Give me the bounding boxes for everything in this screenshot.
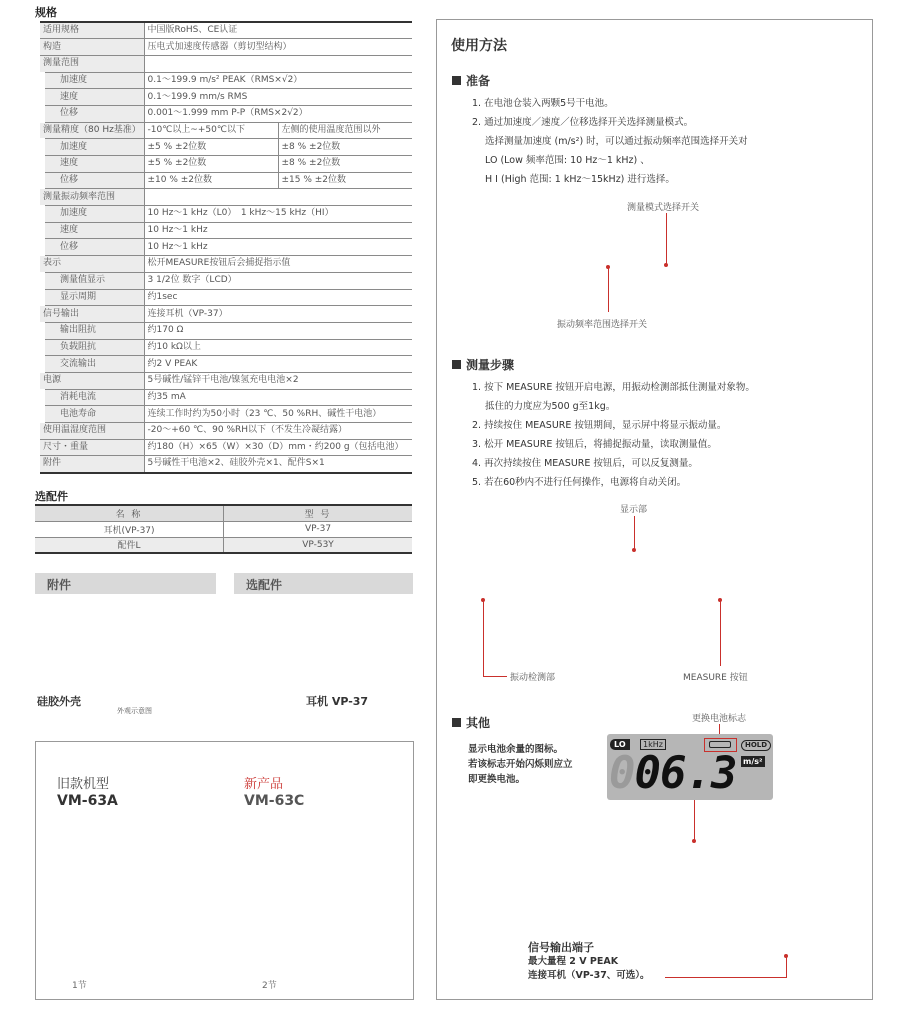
- spec-value: 5号碱性干电池×2、硅胶外壳×1、配件S×1: [144, 456, 412, 473]
- list-item: 1. 按下 MEASURE 按钮开启电源，用振动检测部抵住测量对象物。: [472, 382, 755, 393]
- table-row: [40, 139, 412, 156]
- spec-label: 信号输出: [40, 306, 144, 323]
- list-item: 3. 松开 MEASURE 按钮后，将捕捉振动量，读取测量值。: [472, 439, 717, 450]
- lcd-display: [607, 734, 773, 800]
- measure-callout-line: [720, 600, 721, 666]
- sensor-callout: 振动检测部: [510, 673, 556, 683]
- spec-value-alt: ±8 % ±2位数: [278, 139, 412, 156]
- spec-label: 负载阻抗: [40, 339, 144, 356]
- spec-value-alt: ±15 % ±2位数: [278, 172, 412, 189]
- table-row: [40, 239, 412, 256]
- spec-value: 松开MEASURE按钮后会捕捉指示值: [144, 256, 412, 273]
- spec-label: 电源: [40, 372, 144, 389]
- lcd-unit: m/s²: [743, 757, 763, 766]
- mode-switch-callout: 测量模式选择开关: [627, 203, 700, 213]
- spec-value: 连接耳机（VP-37）: [144, 306, 412, 323]
- sensor-callout-line-h: [483, 676, 507, 677]
- lcd-reading: [609, 750, 736, 798]
- spec-value: 中国版RoHS、CE认证: [144, 22, 412, 39]
- old-model-label: 旧款机型: [57, 777, 110, 792]
- option-name: 耳机(VP-37): [35, 521, 224, 537]
- signal-title: 信号输出端子: [528, 941, 594, 954]
- battery-callout: 更换电池标志: [692, 714, 747, 724]
- spec-value: 约170 Ω: [144, 322, 412, 339]
- lcd-value: 06.3: [634, 748, 737, 799]
- table-row: [40, 439, 412, 456]
- lcd-hold-indicator: HOLD: [741, 740, 771, 751]
- list-item: 4. 再次持续按住 MEASURE 按钮后，可以反复测量。: [472, 458, 698, 469]
- spec-label: 表示: [40, 256, 144, 273]
- spec-value: 10 Hz～1 kHz: [144, 239, 412, 256]
- freq-switch-callout: 振动频率范围选择开关: [557, 320, 648, 330]
- spec-value: 3 1/2位 数字（LCD）: [144, 272, 412, 289]
- spec-label: 适用规格: [40, 22, 144, 39]
- spec-value: 压电式加速度传感器（剪切型结构）: [144, 39, 412, 56]
- measure-button-callout: MEASURE 按钮: [683, 673, 748, 683]
- spec-value: -10℃以上~+50℃以下: [144, 122, 278, 139]
- spec-value: ±5 % ±2位数: [144, 156, 278, 173]
- spec-label: 速度: [40, 222, 144, 239]
- lcd-khz-indicator: 1kHz: [640, 739, 666, 750]
- table-row: [40, 423, 412, 440]
- table-row: [40, 172, 412, 189]
- spec-label: 测量值显示: [40, 272, 144, 289]
- lcd-lo-indicator: LO: [610, 739, 630, 750]
- spec-label: 速度: [40, 89, 144, 106]
- spec-value: 10 Hz～1 kHz: [144, 222, 412, 239]
- display-callout: 显示部: [620, 505, 648, 515]
- spec-table: [35, 21, 412, 474]
- list-item: 5. 若在60秒内不进行任何操作，电源将自动关闭。: [472, 477, 687, 488]
- spec-label: 尺寸・重量: [40, 439, 144, 456]
- list-item: 2. 持续按住 MEASURE 按钮期间，显示屏中将显示振动量。: [472, 420, 727, 431]
- spec-value: ±10 % ±2位数: [144, 172, 278, 189]
- other-text: [468, 742, 573, 787]
- spec-label: 位移: [40, 105, 144, 122]
- spec-label: 加速度: [40, 139, 144, 156]
- usage-title: 使用方法: [451, 38, 507, 54]
- options-header-name: 名 称: [35, 505, 224, 521]
- table-row: [40, 89, 412, 106]
- signal-callout-line-up: [694, 800, 695, 841]
- spec-label: 位移: [40, 172, 144, 189]
- table-row: [40, 189, 412, 206]
- spec-label: 加速度: [40, 206, 144, 223]
- options-header-model: 型 号: [224, 505, 413, 521]
- table-row: [40, 356, 412, 373]
- display-callout-line: [634, 516, 635, 550]
- new-model-label: 新产品: [244, 777, 284, 792]
- new-model: [244, 777, 304, 809]
- table-row: [40, 456, 412, 473]
- spec-title: 规格: [35, 6, 57, 19]
- spec-label: 测量精度（80 Hz基准）: [40, 122, 144, 139]
- spec-value-alt: 左侧的使用温度范围以外: [278, 122, 412, 139]
- spec-label: 使用温湿度范围: [40, 423, 144, 440]
- table-row: [40, 406, 412, 423]
- other-line: 若该标志开始闪烁则应立: [468, 759, 573, 770]
- signal-callout-line-v: [786, 956, 787, 978]
- table-row: [40, 206, 412, 223]
- spec-label: 构造: [40, 39, 144, 56]
- table-row: [40, 289, 412, 306]
- spec-value: [144, 55, 412, 72]
- other-line: 即更换电池。: [468, 774, 526, 785]
- signal-callout-dot: [784, 954, 788, 958]
- spec-value: 连续工作时约为50小时（23 ℃、50 %RH、碱性干电池）: [144, 406, 412, 423]
- spec-value-alt: ±8 % ±2位数: [278, 156, 412, 173]
- square-bullet-icon: [452, 718, 461, 727]
- steps-list: [472, 378, 755, 492]
- option-model: VP-37: [224, 521, 413, 537]
- spec-label: 电池寿命: [40, 406, 144, 423]
- spec-label: 加速度: [40, 72, 144, 89]
- spec-value: 5号碱性/锰锌干电池/镍氢充电电池×2: [144, 372, 412, 389]
- spec-label: 显示周期: [40, 289, 144, 306]
- list-item: H I (High 范围: 1 kHz～15kHz) 进行选择。: [485, 174, 675, 185]
- spec-label: 消耗电流: [40, 389, 144, 406]
- table-row: [40, 272, 412, 289]
- silicone-case-caption: 硅胶外壳: [37, 695, 81, 708]
- spec-value: 0.1～199.9 mm/s RMS: [144, 89, 412, 106]
- spec-label: 附件: [40, 456, 144, 473]
- options-title: 选配件: [35, 490, 68, 503]
- new-battery-count: 2节: [262, 981, 277, 991]
- mode-callout-line: [666, 213, 667, 265]
- spec-value: 0.1～199.9 m/s² PEAK（RMS×√2）: [144, 72, 412, 89]
- signal-callout-line-h: [665, 977, 787, 978]
- spec-label: 位移: [40, 239, 144, 256]
- spec-value: 0.001～1.999 mm P-P（RMS×2√2）: [144, 105, 412, 122]
- prep-title: 准备: [466, 74, 491, 88]
- table-row: [35, 537, 412, 553]
- table-row: [40, 105, 412, 122]
- table-row: [40, 122, 412, 139]
- prep-list: [472, 94, 748, 189]
- list-item: LO (Low 频率范围: 10 Hz～1 kHz) 、: [485, 155, 650, 166]
- spec-label: 测量振动频率范围: [40, 189, 144, 206]
- spec-value: [144, 189, 412, 206]
- accessories-bar: 附件: [35, 573, 216, 594]
- sensor-callout-line: [483, 600, 484, 676]
- old-model: [57, 777, 118, 809]
- square-bullet-icon: [452, 76, 461, 85]
- square-bullet-icon: [452, 360, 461, 369]
- table-row: [40, 55, 412, 72]
- list-item: 2. 通过加速度／速度／位移选择开关选择测量模式。: [472, 117, 694, 128]
- model-comparison-box: [35, 741, 414, 1000]
- signal-callout-dot-top: [692, 839, 696, 843]
- table-row: [40, 339, 412, 356]
- list-item: 选择测量加速度 (m/s²) 时，可以通过振动频率范围选择开关对: [485, 136, 748, 147]
- table-row: [40, 22, 412, 39]
- display-callout-dot: [632, 548, 636, 552]
- option-model: VP-53Y: [224, 537, 413, 553]
- other-heading: [452, 714, 490, 731]
- spec-value: 约180（H）×65（W）×30（D）mm・约200 g（包括电池）: [144, 439, 412, 456]
- spec-label: 交流输出: [40, 356, 144, 373]
- table-row: [40, 306, 412, 323]
- spec-value: 约1sec: [144, 289, 412, 306]
- list-item: 1. 在电池仓装入两颗5号干电池。: [472, 98, 614, 109]
- table-row: [40, 389, 412, 406]
- spec-value: 约35 mA: [144, 389, 412, 406]
- table-row: [40, 372, 412, 389]
- table-row: [40, 256, 412, 273]
- table-row: [40, 39, 412, 56]
- earphone-caption: 耳机 VP-37: [306, 695, 369, 708]
- steps-title: 测量步骤: [466, 358, 515, 372]
- new-model-name: VM-63C: [244, 793, 305, 809]
- options-bar: 选配件: [234, 573, 413, 594]
- spec-label: 速度: [40, 156, 144, 173]
- other-title: 其他: [466, 716, 491, 730]
- old-battery-count: 1节: [72, 981, 87, 991]
- spec-value: ±5 % ±2位数: [144, 139, 278, 156]
- table-row: [35, 521, 412, 537]
- exterior-note: 外观示意图: [117, 707, 152, 715]
- steps-heading: [452, 356, 514, 373]
- old-model-name: VM-63A: [57, 793, 118, 809]
- spec-label: 输出阻抗: [40, 322, 144, 339]
- table-row: [40, 322, 412, 339]
- signal-line: 连接耳机（VP-37、可选）。: [528, 970, 650, 981]
- spec-value: 10 Hz～1 kHz（L0） 1 kHz～15 kHz（HI）: [144, 206, 412, 223]
- signal-line: 最大量程 2 V PEAK: [528, 956, 619, 967]
- signal-text: [528, 955, 650, 983]
- other-line: 显示电池余量的图标。: [468, 744, 564, 755]
- spec-value: -20～+60 ℃、90 %RH以下（不发生冷凝结露）: [144, 423, 412, 440]
- table-row: [40, 222, 412, 239]
- prep-heading: [452, 72, 490, 89]
- option-name: 配件L: [35, 537, 224, 553]
- lcd-ghost-digit: 0: [609, 748, 635, 799]
- mode-callout-dot: [664, 263, 668, 267]
- list-item: 抵住的力度应为500 g至1kg。: [485, 401, 616, 412]
- freq-callout-line: [608, 268, 609, 312]
- spec-value: 约10 kΩ以上: [144, 339, 412, 356]
- spec-value: 约2 V PEAK: [144, 356, 412, 373]
- table-row: [40, 156, 412, 173]
- table-row: [40, 72, 412, 89]
- spec-label: 测量范围: [40, 55, 144, 72]
- options-table: [35, 504, 412, 554]
